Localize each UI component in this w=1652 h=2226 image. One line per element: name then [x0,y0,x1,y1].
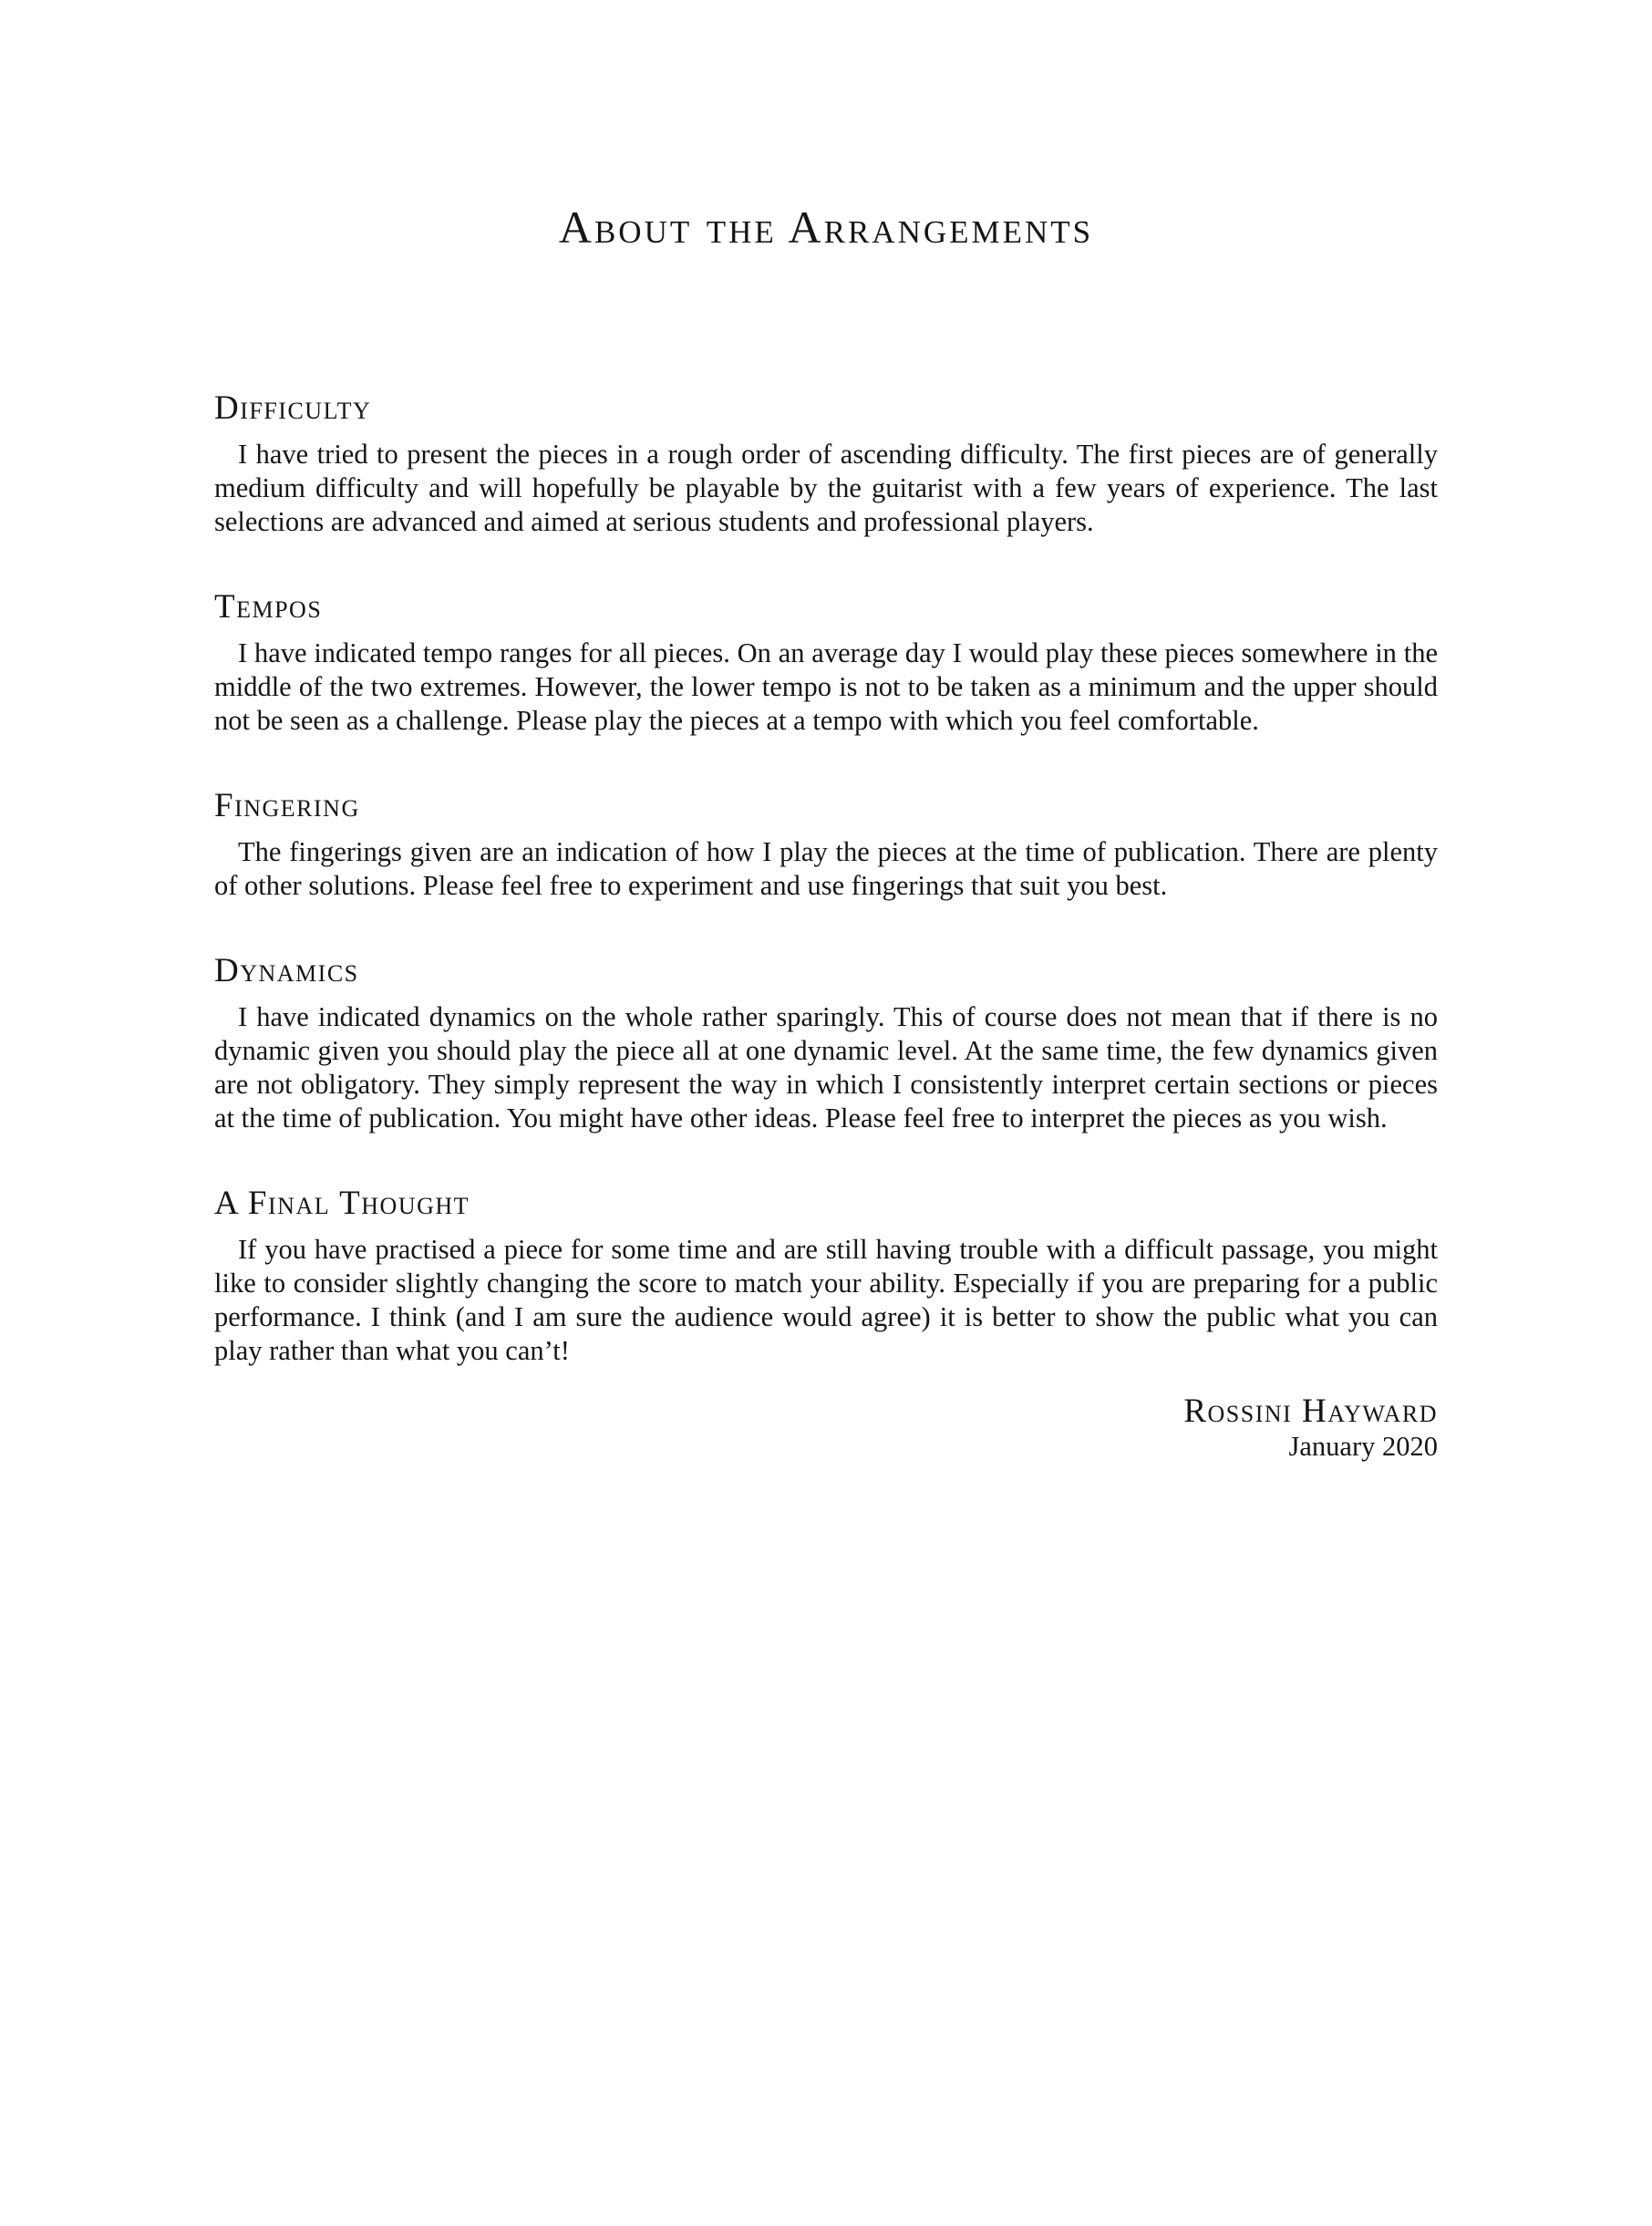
section-heading-dynamics: Dynamics [214,952,359,989]
page-title: About the Arrangements [558,202,1094,253]
section-body-tempos: I have indicated tempo ranges for all pieces. On an average day I would play these pieces somewhere in the middle of the two extremes. However, the lower tempo is not to be taken as a minimum and the upper should not be seen as a challenge. Please play the pieces at a tempo with which you feel comfortable. [214,637,1438,736]
signature-block [214,1393,1438,1464]
section-a-final-thought [214,1185,1438,1368]
section-difficulty [214,390,1438,539]
section-dynamics [214,953,1438,1135]
section-heading-tempos: Tempos [214,588,323,626]
section-tempos [214,589,1438,738]
section-heading-fingering: Fingering [214,787,360,824]
section-body-fingering: The fingerings given are an indication of how I play the pieces at the time of publication. There are plenty of other solutions. Please feel free to experiment and use fingerings that suit you best. [214,836,1438,901]
signature-date: January 2020 [1288,1431,1438,1462]
section-body-a-final-thought: If you have practised a piece for some time and are still having trouble with a difficult passage, you might like to consider slightly changing the score to match your ability. Especially if you are preparing for a public performance. I think (and I am sure the audience would agree) it is better to show the public what you can play rather than what you can’t! [214,1234,1438,1366]
section-body-dynamics: I have indicated dynamics on the whole rather sparingly. This of course does not mean that if there is no dynamic given you should play the piece all at one dynamic level. At the same time, the few dynamics given are not obligatory. They simply represent the way in which I consistently interpret certain sections or pieces at the time of publication. You might have other ideas. Please feel free to interpret the pieces as you wish. [214,1001,1438,1134]
section-body-difficulty: I have tried to present the pieces in a rough order of ascending difficulty. The first pieces are of generally medium difficulty and will hopefully be playable by the guitarist with a few years of experience. The last selections are advanced and aimed at serious students and professional players. [214,439,1438,537]
section-heading-difficulty: Difficulty [214,389,372,427]
section-fingering [214,788,1438,903]
signature-author-name: Rossini Hayward [1183,1393,1438,1430]
section-heading-a-final-thought: A Final Thought [214,1185,470,1222]
